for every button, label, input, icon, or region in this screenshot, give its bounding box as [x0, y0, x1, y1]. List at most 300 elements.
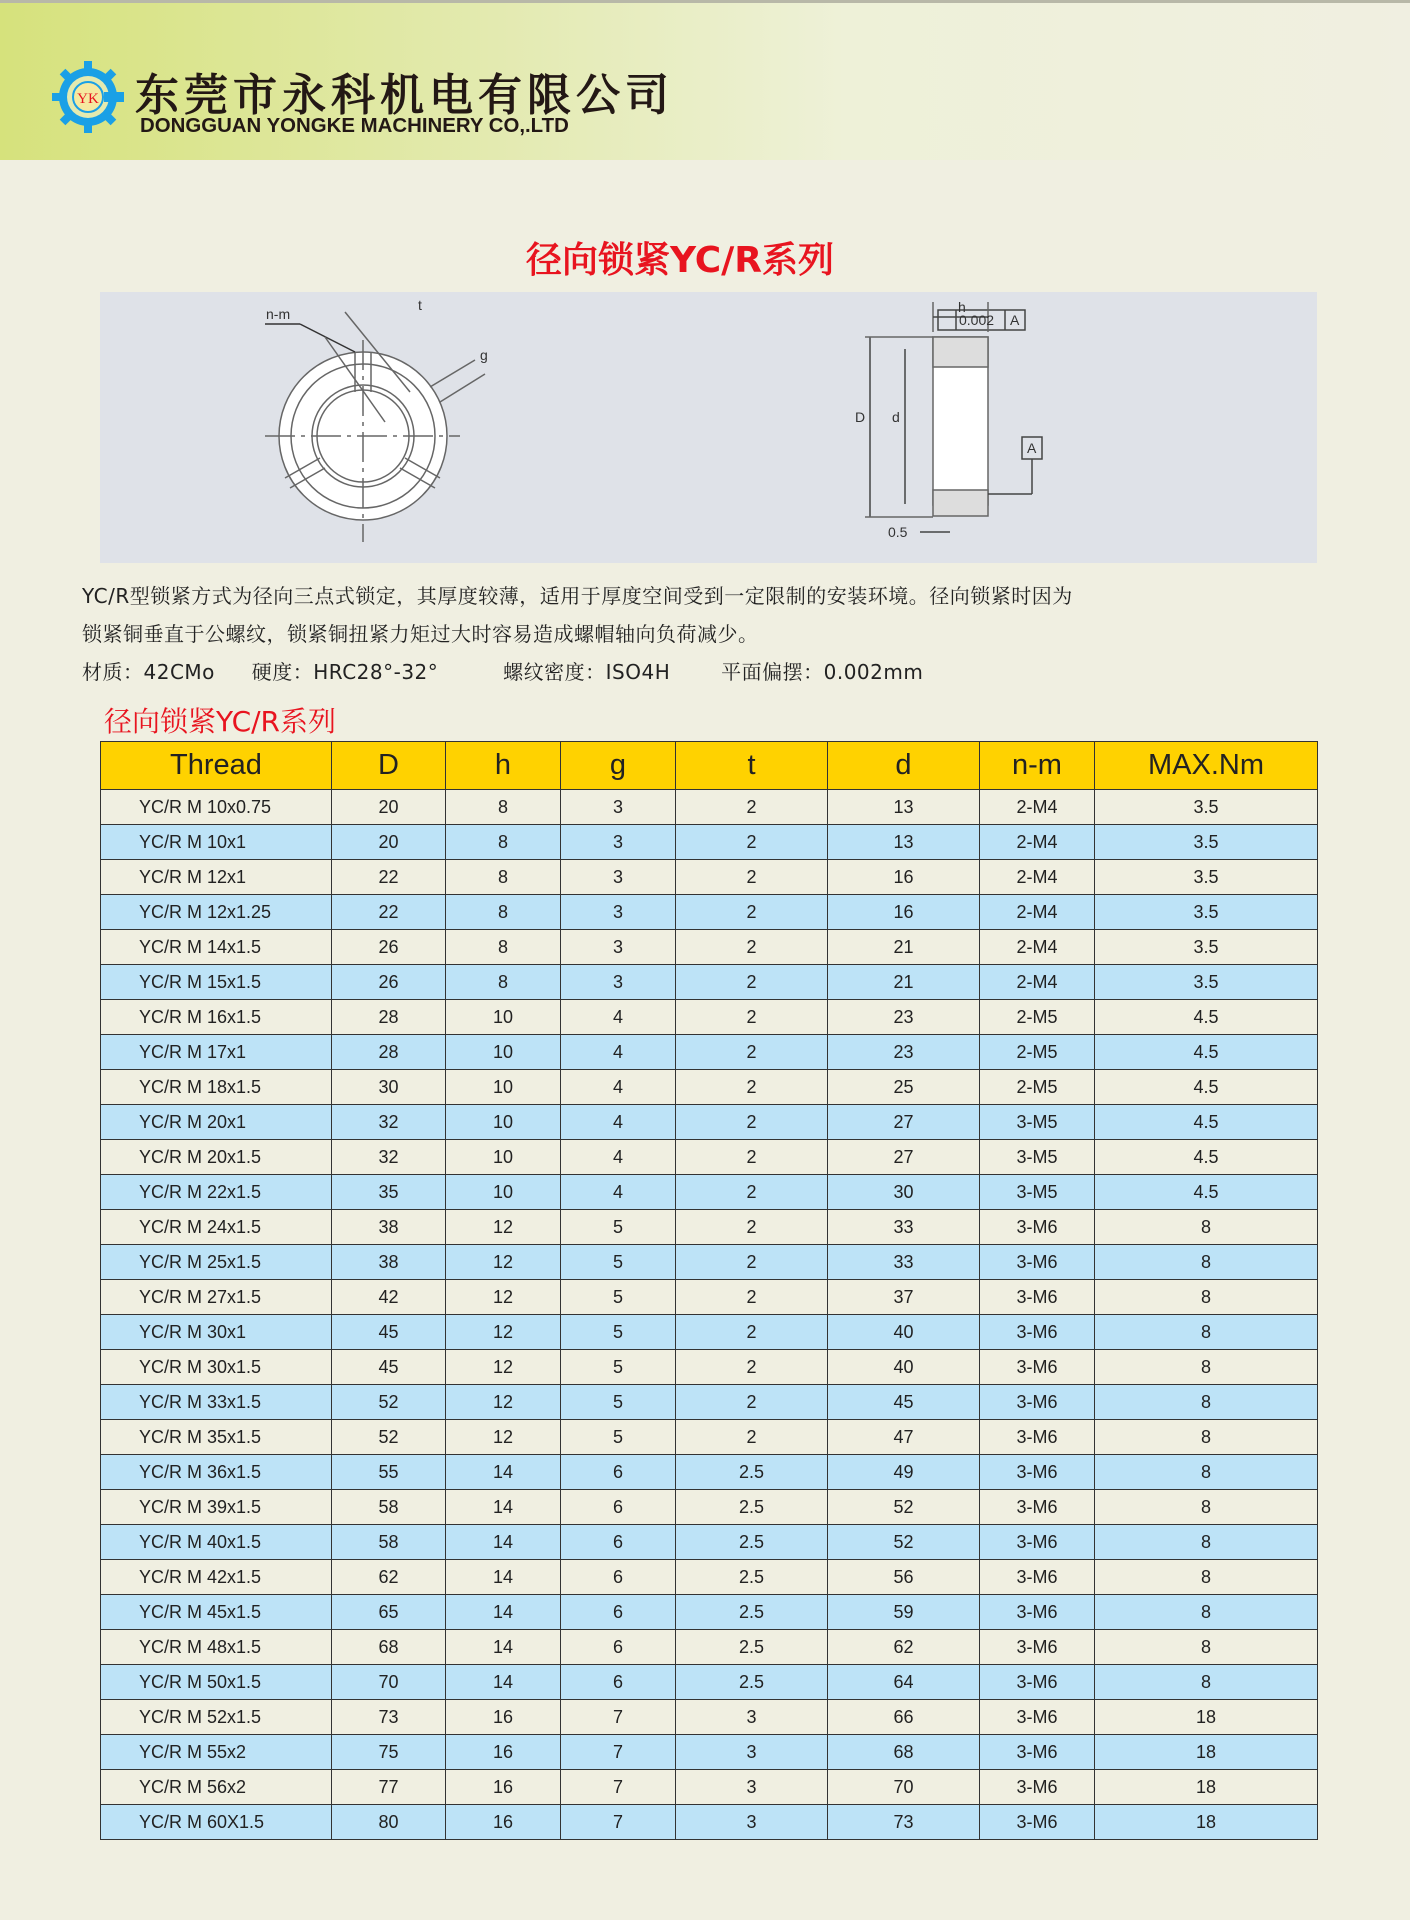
table-cell: YC/R M 30x1 — [101, 1315, 332, 1350]
hardness-spec: 硬度：HRC28°-32° — [251, 660, 439, 684]
table-cell: 2.5 — [676, 1560, 828, 1595]
table-cell: 3-M6 — [980, 1560, 1095, 1595]
table-cell: 3-M6 — [980, 1350, 1095, 1385]
table-row — [101, 1140, 1318, 1175]
table-cell: 3-M6 — [980, 1770, 1095, 1805]
table-cell: 33 — [828, 1245, 980, 1280]
table-row — [101, 1420, 1318, 1455]
table-cell: 5 — [561, 1280, 676, 1315]
table-cell: 3.5 — [1095, 965, 1318, 1000]
table-cell: 8 — [446, 790, 561, 825]
table-row — [101, 1280, 1318, 1315]
header-banner — [0, 0, 1410, 160]
table-cell: 55 — [332, 1455, 446, 1490]
table-row — [101, 1350, 1318, 1385]
column-header: n-m — [980, 742, 1095, 790]
table-cell: 4.5 — [1095, 1140, 1318, 1175]
company-logo-gear-icon — [52, 61, 124, 133]
table-cell: 40 — [828, 1350, 980, 1385]
table-cell: 4.5 — [1095, 1105, 1318, 1140]
table-cell: YC/R M 39x1.5 — [101, 1490, 332, 1525]
table-cell: 52 — [332, 1385, 446, 1420]
table-row — [101, 930, 1318, 965]
spec-line — [82, 656, 953, 685]
svg-text:0.002: 0.002 — [959, 312, 995, 328]
table-cell: 30 — [332, 1070, 446, 1105]
table-cell: 2-M4 — [980, 895, 1095, 930]
table-cell: 47 — [828, 1420, 980, 1455]
table-cell: 2 — [676, 1350, 828, 1385]
table-cell: 32 — [332, 1140, 446, 1175]
table-cell: 6 — [561, 1490, 676, 1525]
table-cell: 3-M6 — [980, 1665, 1095, 1700]
table-cell: 6 — [561, 1455, 676, 1490]
table-cell: YC/R M 56x2 — [101, 1770, 332, 1805]
table-cell: 80 — [332, 1805, 446, 1840]
table-cell: 5 — [561, 1420, 676, 1455]
page-title: 径向锁紧YC/R系列 — [525, 240, 835, 281]
thread-spec: 螺纹密度：ISO4H — [503, 660, 671, 684]
table-cell: 8 — [1095, 1245, 1318, 1280]
table-cell: 2 — [676, 860, 828, 895]
table-cell: YC/R M 16x1.5 — [101, 1000, 332, 1035]
table-cell: 4 — [561, 1105, 676, 1140]
table-cell: 8 — [1095, 1595, 1318, 1630]
table-cell: 35 — [332, 1175, 446, 1210]
table-cell: 8 — [1095, 1420, 1318, 1455]
table-subtitle: 径向锁紧YC/R系列 — [104, 705, 337, 738]
table-cell: 8 — [446, 965, 561, 1000]
table-row — [101, 1595, 1318, 1630]
table-cell: 8 — [1095, 1315, 1318, 1350]
table-row — [101, 1175, 1318, 1210]
table-cell: 8 — [1095, 1490, 1318, 1525]
table-cell: 2 — [676, 1140, 828, 1175]
flatness-spec: 平面偏摆：0.002mm — [721, 660, 924, 684]
table-cell: 2 — [676, 1070, 828, 1105]
table-cell: 58 — [332, 1490, 446, 1525]
table-cell: 16 — [446, 1805, 561, 1840]
table-cell: 14 — [446, 1595, 561, 1630]
table-cell: 13 — [828, 825, 980, 860]
company-name-en: DONGGUAN YONGKE MACHINERY CO,.LTD — [140, 115, 569, 137]
table-row — [101, 1735, 1318, 1770]
table-cell: YC/R M 48x1.5 — [101, 1630, 332, 1665]
table-row — [101, 1665, 1318, 1700]
table-cell: 28 — [332, 1035, 446, 1070]
table-cell: 2-M5 — [980, 1035, 1095, 1070]
table-cell: 2 — [676, 1175, 828, 1210]
table-row — [101, 1455, 1318, 1490]
table-cell: 23 — [828, 1035, 980, 1070]
table-cell: 14 — [446, 1665, 561, 1700]
table-cell: 6 — [561, 1595, 676, 1630]
svg-text:0.5: 0.5 — [888, 524, 908, 540]
table-cell: 42 — [332, 1280, 446, 1315]
table-cell: 21 — [828, 930, 980, 965]
table-cell: 73 — [332, 1700, 446, 1735]
table-cell: 40 — [828, 1315, 980, 1350]
table-cell: 58 — [332, 1525, 446, 1560]
table-cell: 14 — [446, 1525, 561, 1560]
table-cell: 22 — [332, 895, 446, 930]
table-cell: 2 — [676, 825, 828, 860]
table-cell: 3-M6 — [980, 1630, 1095, 1665]
table-cell: YC/R M 27x1.5 — [101, 1280, 332, 1315]
table-cell: 14 — [446, 1455, 561, 1490]
table-cell: 22 — [332, 860, 446, 895]
table-cell: 8 — [1095, 1525, 1318, 1560]
table-cell: 3 — [561, 860, 676, 895]
table-cell: YC/R M 24x1.5 — [101, 1210, 332, 1245]
table-cell: 16 — [828, 860, 980, 895]
table-cell: 26 — [332, 930, 446, 965]
table-row — [101, 1560, 1318, 1595]
table-cell: YC/R M 30x1.5 — [101, 1350, 332, 1385]
svg-text:A: A — [1010, 312, 1020, 328]
table-cell: 27 — [828, 1105, 980, 1140]
table-row — [101, 1770, 1318, 1805]
lock-nut-drawing — [100, 292, 1317, 563]
table-cell: 3 — [561, 965, 676, 1000]
table-cell: 2.5 — [676, 1490, 828, 1525]
table-cell: 2.5 — [676, 1665, 828, 1700]
table-cell: 3-M6 — [980, 1210, 1095, 1245]
table-cell: 18 — [1095, 1770, 1318, 1805]
table-cell: 38 — [332, 1245, 446, 1280]
table-cell: 3-M5 — [980, 1140, 1095, 1175]
table-cell: 8 — [1095, 1455, 1318, 1490]
table-cell: 3 — [561, 825, 676, 860]
table-cell: 2 — [676, 1000, 828, 1035]
table-cell: 18 — [1095, 1805, 1318, 1840]
table-cell: YC/R M 36x1.5 — [101, 1455, 332, 1490]
table-cell: 13 — [828, 790, 980, 825]
column-header: h — [446, 742, 561, 790]
table-row — [101, 1630, 1318, 1665]
table-cell: 70 — [828, 1770, 980, 1805]
table-cell: 2-M4 — [980, 965, 1095, 1000]
table-cell: 12 — [446, 1245, 561, 1280]
table-cell: 18 — [1095, 1700, 1318, 1735]
column-header: Thread — [101, 742, 332, 790]
table-cell: YC/R M 42x1.5 — [101, 1560, 332, 1595]
table-cell: 37 — [828, 1280, 980, 1315]
table-cell: 18 — [1095, 1735, 1318, 1770]
table-cell: 2-M5 — [980, 1000, 1095, 1035]
table-cell: 10 — [446, 1105, 561, 1140]
table-cell: 16 — [446, 1700, 561, 1735]
table-cell: 20 — [332, 825, 446, 860]
table-cell: 12 — [446, 1350, 561, 1385]
table-cell: 30 — [828, 1175, 980, 1210]
spec-table — [100, 741, 1318, 1840]
table-cell: 12 — [446, 1420, 561, 1455]
table-cell: 3-M6 — [980, 1420, 1095, 1455]
table-cell: 12 — [446, 1315, 561, 1350]
svg-text:n-m: n-m — [266, 306, 291, 322]
table-cell: 8 — [1095, 1560, 1318, 1595]
table-cell: 56 — [828, 1560, 980, 1595]
table-row — [101, 1490, 1318, 1525]
table-cell: 2 — [676, 1385, 828, 1420]
description-line-2: 锁紧铜垂直于公螺纹，锁紧铜扭紧力矩过大时容易造成螺帽轴向负荷减少。 — [82, 622, 759, 646]
table-cell: 6 — [561, 1525, 676, 1560]
table-row — [101, 1245, 1318, 1280]
table-cell: 3-M6 — [980, 1595, 1095, 1630]
table-row — [101, 965, 1318, 1000]
table-cell: 14 — [446, 1630, 561, 1665]
table-cell: 2 — [676, 1315, 828, 1350]
table-cell: 10 — [446, 1070, 561, 1105]
table-cell: 3.5 — [1095, 790, 1318, 825]
table-row — [101, 860, 1318, 895]
table-cell: 4 — [561, 1140, 676, 1175]
table-cell: 3 — [561, 930, 676, 965]
table-cell: 7 — [561, 1735, 676, 1770]
table-cell: 27 — [828, 1140, 980, 1175]
table-cell: 52 — [828, 1525, 980, 1560]
table-cell: 10 — [446, 1035, 561, 1070]
table-cell: 66 — [828, 1700, 980, 1735]
table-cell: 3.5 — [1095, 860, 1318, 895]
svg-text:D: D — [855, 409, 866, 425]
column-header: D — [332, 742, 446, 790]
column-header: t — [676, 742, 828, 790]
table-row — [101, 1210, 1318, 1245]
table-cell: 3-M6 — [980, 1315, 1095, 1350]
table-cell: 2.5 — [676, 1525, 828, 1560]
table-cell: 3-M6 — [980, 1385, 1095, 1420]
table-cell: 33 — [828, 1210, 980, 1245]
table-cell: YC/R M 20x1.5 — [101, 1140, 332, 1175]
table-cell: 10 — [446, 1140, 561, 1175]
table-cell: 3 — [676, 1700, 828, 1735]
column-header: MAX.Nm — [1095, 742, 1318, 790]
table-cell: YC/R M 55x2 — [101, 1735, 332, 1770]
table-cell: YC/R M 60X1.5 — [101, 1805, 332, 1840]
table-row — [101, 1315, 1318, 1350]
table-row — [101, 1000, 1318, 1035]
svg-text:YK: YK — [77, 91, 99, 107]
table-cell: 4.5 — [1095, 1175, 1318, 1210]
table-cell: 8 — [1095, 1210, 1318, 1245]
table-cell: 2 — [676, 1035, 828, 1070]
table-row — [101, 1035, 1318, 1070]
table-cell: 16 — [446, 1735, 561, 1770]
table-row — [101, 1070, 1318, 1105]
table-cell: 3-M5 — [980, 1175, 1095, 1210]
table-cell: 26 — [332, 965, 446, 1000]
table-cell: 73 — [828, 1805, 980, 1840]
table-cell: 3-M6 — [980, 1455, 1095, 1490]
table-cell: 3.5 — [1095, 930, 1318, 965]
table-header-row — [101, 742, 1318, 790]
table-cell: 2-M4 — [980, 825, 1095, 860]
table-cell: YC/R M 10x0.75 — [101, 790, 332, 825]
table-cell: 3-M6 — [980, 1525, 1095, 1560]
table-cell: 3 — [676, 1805, 828, 1840]
table-cell: YC/R M 25x1.5 — [101, 1245, 332, 1280]
table-cell: 6 — [561, 1560, 676, 1595]
table-cell: YC/R M 17x1 — [101, 1035, 332, 1070]
table-cell: 68 — [332, 1630, 446, 1665]
table-cell: 8 — [446, 895, 561, 930]
table-cell: 65 — [332, 1595, 446, 1630]
table-cell: 2 — [676, 1245, 828, 1280]
table-cell: 2.5 — [676, 1595, 828, 1630]
table-cell: 2 — [676, 1420, 828, 1455]
svg-text:A: A — [1027, 440, 1037, 456]
table-cell: 16 — [828, 895, 980, 930]
table-cell: 2 — [676, 895, 828, 930]
table-cell: 8 — [446, 825, 561, 860]
table-cell: 3-M6 — [980, 1280, 1095, 1315]
table-row — [101, 825, 1318, 860]
table-cell: YC/R M 12x1.25 — [101, 895, 332, 930]
table-cell: 3.5 — [1095, 895, 1318, 930]
svg-text:h: h — [958, 299, 966, 315]
table-cell: 21 — [828, 965, 980, 1000]
table-cell: 49 — [828, 1455, 980, 1490]
table-cell: YC/R M 33x1.5 — [101, 1385, 332, 1420]
table-cell: 52 — [828, 1490, 980, 1525]
table-cell: 25 — [828, 1070, 980, 1105]
svg-text:t: t — [418, 297, 422, 313]
table-cell: YC/R M 52x1.5 — [101, 1700, 332, 1735]
table-cell: 2 — [676, 790, 828, 825]
table-cell: 2 — [676, 1210, 828, 1245]
table-cell: 20 — [332, 790, 446, 825]
table-cell: YC/R M 14x1.5 — [101, 930, 332, 965]
table-cell: 75 — [332, 1735, 446, 1770]
table-cell: 2-M4 — [980, 860, 1095, 895]
table-cell: YC/R M 35x1.5 — [101, 1420, 332, 1455]
table-row — [101, 790, 1318, 825]
table-cell: 2-M5 — [980, 1070, 1095, 1105]
svg-text:d: d — [892, 409, 900, 425]
table-cell: 28 — [332, 1000, 446, 1035]
table-cell: 5 — [561, 1350, 676, 1385]
company-name-cn: 东莞市永科机电有限公司 — [135, 70, 674, 121]
table-cell: YC/R M 18x1.5 — [101, 1070, 332, 1105]
table-cell: 2-M4 — [980, 790, 1095, 825]
table-cell: 7 — [561, 1700, 676, 1735]
table-cell: 8 — [446, 930, 561, 965]
table-cell: 45 — [332, 1350, 446, 1385]
table-cell: 45 — [332, 1315, 446, 1350]
table-cell: 3 — [561, 895, 676, 930]
table-cell: 3-M6 — [980, 1245, 1095, 1280]
table-cell: 3-M6 — [980, 1700, 1095, 1735]
table-cell: 7 — [561, 1770, 676, 1805]
table-cell: 8 — [1095, 1665, 1318, 1700]
table-cell: 64 — [828, 1665, 980, 1700]
table-cell: 4 — [561, 1175, 676, 1210]
table-row — [101, 895, 1318, 930]
table-cell: YC/R M 22x1.5 — [101, 1175, 332, 1210]
table-cell: 4 — [561, 1070, 676, 1105]
table-cell: 6 — [561, 1630, 676, 1665]
table-cell: 8 — [446, 860, 561, 895]
table-cell: 3-M6 — [980, 1490, 1095, 1525]
column-header: d — [828, 742, 980, 790]
material-spec: 材质：42CMo — [82, 660, 215, 684]
table-cell: 3 — [676, 1735, 828, 1770]
table-cell: 2 — [676, 1105, 828, 1140]
table-cell: 10 — [446, 1175, 561, 1210]
table-cell: YC/R M 20x1 — [101, 1105, 332, 1140]
table-cell: 12 — [446, 1385, 561, 1420]
table-cell: YC/R M 50x1.5 — [101, 1665, 332, 1700]
table-cell: 16 — [446, 1770, 561, 1805]
table-cell: 7 — [561, 1805, 676, 1840]
table-cell: 2 — [676, 930, 828, 965]
table-cell: 5 — [561, 1245, 676, 1280]
table-cell: 3-M6 — [980, 1805, 1095, 1840]
table-cell: 4 — [561, 1000, 676, 1035]
description-line-1: YC/R型锁紧方式为径向三点式锁定，其厚度较薄，适用于厚度空间受到一定限制的安装环境。径向锁紧时因为 — [82, 584, 1073, 608]
table-cell: 8 — [1095, 1280, 1318, 1315]
table-cell: 2.5 — [676, 1455, 828, 1490]
table-row — [101, 1805, 1318, 1840]
table-cell: YC/R M 12x1 — [101, 860, 332, 895]
table-cell: 8 — [1095, 1350, 1318, 1385]
table-cell: 4.5 — [1095, 1070, 1318, 1105]
table-cell: 4.5 — [1095, 1000, 1318, 1035]
table-cell: 8 — [1095, 1630, 1318, 1665]
table-cell: 3-M6 — [980, 1735, 1095, 1770]
column-header: g — [561, 742, 676, 790]
table-cell: 4.5 — [1095, 1035, 1318, 1070]
svg-text:g: g — [480, 347, 488, 363]
table-row — [101, 1525, 1318, 1560]
table-cell: 52 — [332, 1420, 446, 1455]
table-cell: 10 — [446, 1000, 561, 1035]
table-row — [101, 1105, 1318, 1140]
table-cell: YC/R M 10x1 — [101, 825, 332, 860]
table-cell: 12 — [446, 1280, 561, 1315]
table-cell: 14 — [446, 1560, 561, 1595]
table-cell: 3-M5 — [980, 1105, 1095, 1140]
table-row — [101, 1385, 1318, 1420]
table-cell: 68 — [828, 1735, 980, 1770]
technical-drawing — [100, 292, 1317, 563]
table-cell: 3 — [676, 1770, 828, 1805]
table-cell: 3.5 — [1095, 825, 1318, 860]
table-cell: 62 — [828, 1630, 980, 1665]
table-cell: 5 — [561, 1385, 676, 1420]
table-cell: 5 — [561, 1210, 676, 1245]
table-cell: YC/R M 15x1.5 — [101, 965, 332, 1000]
table-cell: 3 — [561, 790, 676, 825]
table-cell: 32 — [332, 1105, 446, 1140]
table-cell: 62 — [332, 1560, 446, 1595]
table-cell: 4 — [561, 1035, 676, 1070]
table-cell: 2 — [676, 965, 828, 1000]
table-cell: YC/R M 40x1.5 — [101, 1525, 332, 1560]
table-cell: 77 — [332, 1770, 446, 1805]
table-cell: 45 — [828, 1385, 980, 1420]
table-cell: 2 — [676, 1280, 828, 1315]
table-cell: 70 — [332, 1665, 446, 1700]
table-cell: 38 — [332, 1210, 446, 1245]
table-cell: 59 — [828, 1595, 980, 1630]
table-cell: 12 — [446, 1210, 561, 1245]
table-cell: 8 — [1095, 1385, 1318, 1420]
table-cell: 2.5 — [676, 1630, 828, 1665]
table-cell: 14 — [446, 1490, 561, 1525]
